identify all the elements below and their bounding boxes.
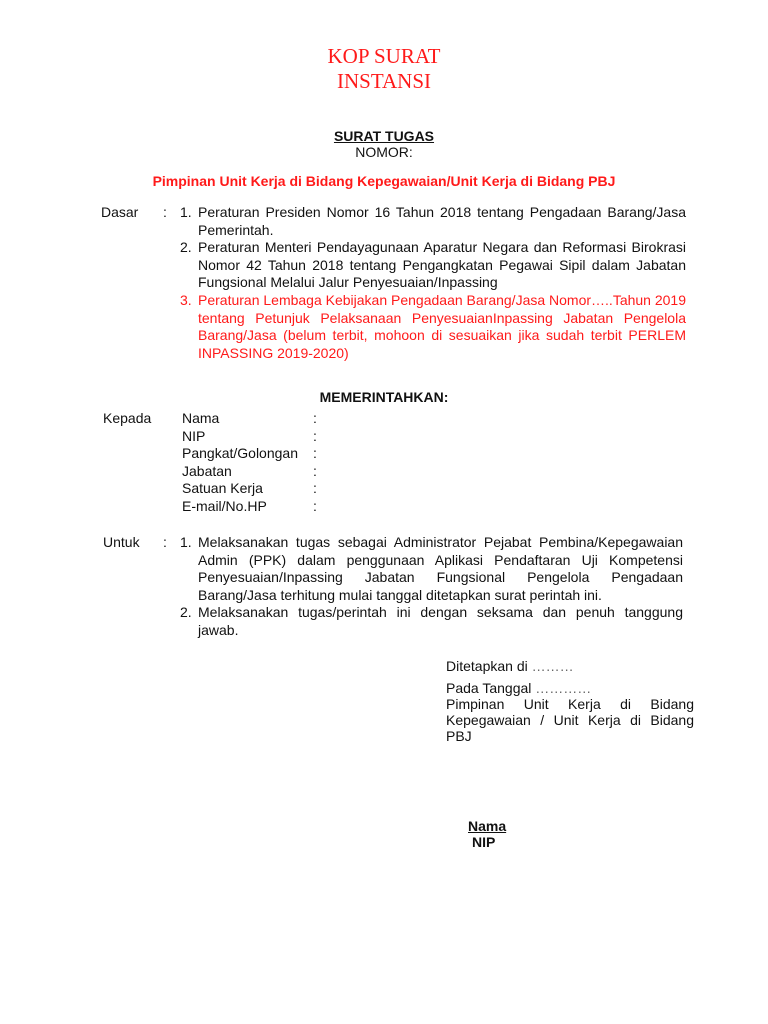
letterhead-line-1: KOP SURAT (327, 44, 441, 68)
field-nama-label: Nama (182, 410, 220, 426)
kepada-label: Kepada (103, 410, 152, 426)
ditetapkan-line (446, 658, 694, 674)
dasar-colon: : (163, 204, 167, 220)
tanggal-line (446, 680, 694, 696)
untuk-colon: : (163, 534, 167, 550)
memerintahkan-heading: MEMERINTAHKAN: (319, 389, 449, 405)
dasar-item-1 (180, 204, 686, 239)
ditetapkan-label: Ditetapkan di (446, 658, 528, 674)
untuk-item-2 (180, 604, 683, 639)
issuer-heading: Pimpinan Unit Kerja di Bidang Kepegawaian/Unit Kerja di Bidang PBJ (152, 173, 616, 189)
dasar-item-1-text: Peraturan Presiden Nomor 16 Tahun 2018 tentang Pengadaan Barang/Jasa Pemerintah. (198, 204, 686, 238)
signer-position: Pimpinan Unit Kerja di Bidang Kepegawaian / Unit Kerja di Bidang PBJ (446, 696, 694, 744)
untuk-item-1-text: Melaksanakan tugas sebagai Administrator Pejabat Pembina/Kepegawaian Admin (PPK) dalam penggunaan Aplikasi Pendaftaran Uji Kompetensi Penyesuaian/Inpassing Jabatan Fungsional Pengelola Pengadaan Barang/Jasa terhitung mulai tanggal ditetapkan surat perintah ini. (198, 534, 683, 603)
letterhead (0, 44, 768, 94)
field-nama (182, 410, 342, 428)
field-email-colon: : (313, 497, 317, 514)
untuk-item-1 (180, 534, 683, 604)
document-title-text: SURAT TUGAS (333, 128, 435, 144)
dasar-item-3-text: Peraturan Lembaga Kebijakan Pengadaan Barang/Jasa Nomor…..Tahun 2019 tentang Petunjuk Pelaksanaan PenyesuaianInpassing Jabatan Pengelola Barang/Jasa (belum terbit, mohoon di sesuaikan jika sudah terbit PERLEM INPASSING 2019-2020) (198, 291, 686, 361)
field-satuan-kerja (182, 480, 342, 498)
field-jabatan (182, 463, 342, 481)
field-satuan-kerja-label: Satuan Kerja (182, 480, 263, 497)
field-email-label: E-mail/No.HP (182, 497, 267, 514)
field-nama-colon: : (313, 410, 317, 426)
untuk-item-2-text: Melaksanakan tugas/perintah ini dengan seksama dan penuh tanggung jawab. (198, 604, 683, 638)
untuk-label: Untuk (103, 534, 140, 550)
field-pangkat-label: Pangkat/Golongan (182, 445, 298, 462)
field-jabatan-label: Jabatan (182, 462, 232, 479)
letterhead-line-2: INSTANSI (337, 69, 431, 93)
field-nip (182, 428, 342, 446)
dasar-item-2 (180, 239, 686, 292)
dasar-item-3-number: 3. (180, 291, 192, 308)
field-email (182, 498, 342, 516)
dasar-item-1-number: 1. (180, 204, 192, 220)
tanggal-label: Pada Tanggal (446, 680, 532, 696)
untuk-item-1-number: 1. (180, 534, 192, 550)
untuk-item-2-number: 2. (180, 604, 192, 621)
document-title (0, 128, 768, 144)
signer-nip: NIP (472, 834, 496, 850)
field-satuan-kerja-colon: : (313, 480, 317, 497)
field-pangkat (182, 445, 342, 463)
dasar-item-2-text: Peraturan Menteri Pendayagunaan Aparatur Negara dan Reformasi Birokrasi Nomor 42 Tahun 2018 tentang Pengangkatan Pegawai Sipil dalam Jabatan Fungsional Melalui Jalur Penyesuaian/Inpassing (198, 239, 686, 291)
signer-name: Nama (468, 818, 507, 834)
kepada-fields (182, 410, 342, 516)
ditetapkan-dots: ……… (531, 658, 574, 674)
field-nip-colon: : (313, 427, 317, 444)
field-pangkat-colon: : (313, 445, 317, 462)
dasar-list (180, 204, 686, 362)
untuk-list (180, 534, 683, 640)
dasar-item-2-number: 2. (180, 239, 192, 256)
document-number: NOMOR: (355, 144, 413, 160)
dasar-label: Dasar (101, 204, 139, 220)
dasar-item-3 (180, 292, 686, 362)
tanggal-dots: ………… (535, 680, 592, 696)
field-nip-label: NIP (182, 427, 206, 444)
field-jabatan-colon: : (313, 462, 317, 479)
